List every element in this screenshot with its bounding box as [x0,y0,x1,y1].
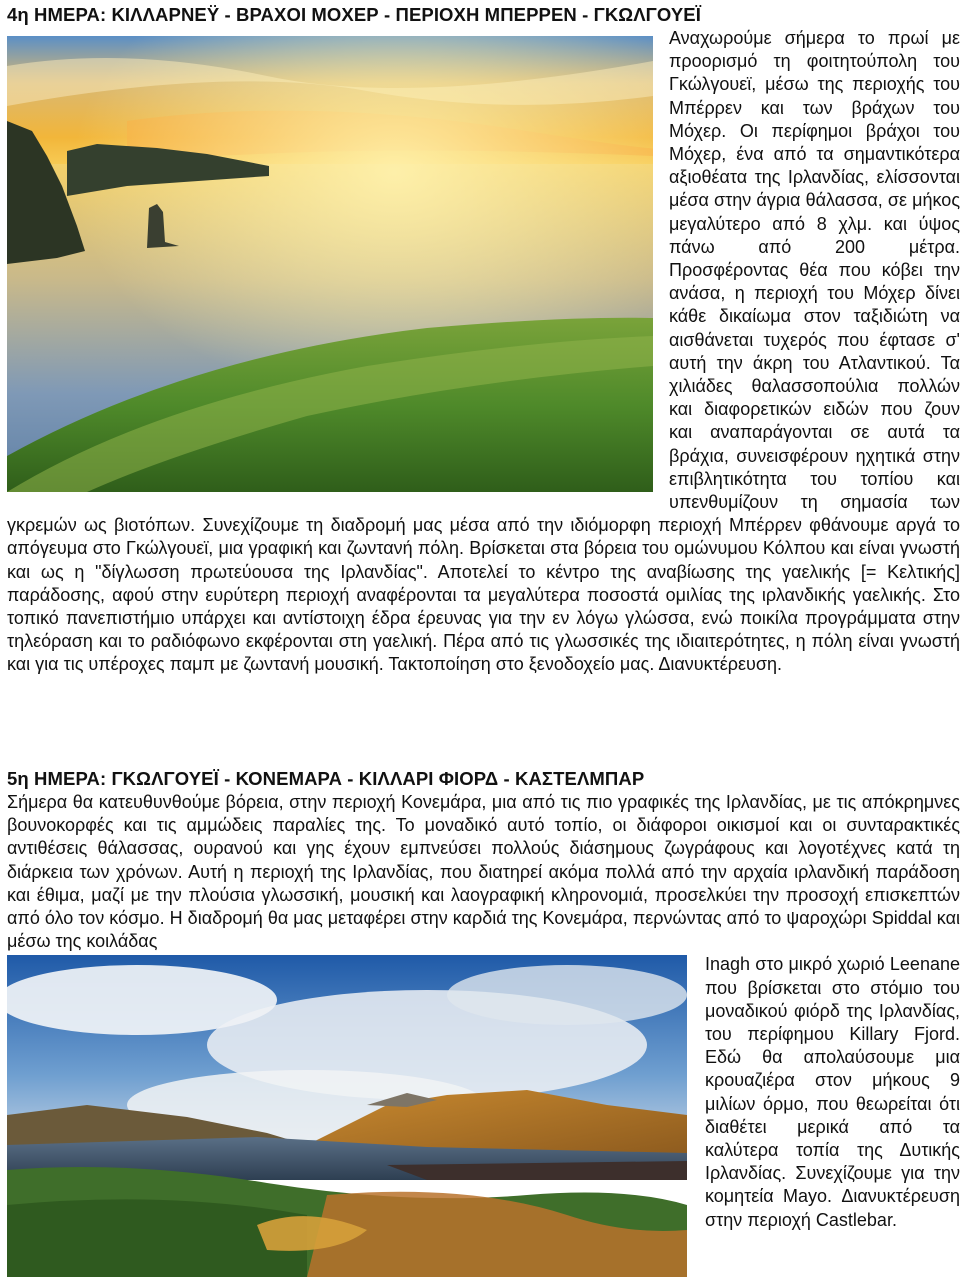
day-4-text: Αναχωρούμε σήμερα το πρωί με προορισμό τη φοιτητούπολη του Γκώλγουεϊ, μέσω της περιοχής του Μπέρρεν και των βράχων του Μόχερ. Οι περίφημοι βράχοι του Μόχερ, ένα από τα σημαντικότερα αξιοθέατα της Ιρλανδίας, ελίσσονται μέσα στην άγρια θάλασσα, σε μήκος μεγαλύτερο από 8 χλμ. και ύψος πάνω από 200 μέτρα. Προσφέροντας θέα που κόβει την ανάσα, η περιοχή του Μόχερ δίνει κάθε δικαίωμα στον ταξιδιώτη να αισθάνεται τυχερός που έφτασε σ' αυτή την άκρη του Ατλαντικού. Τα χιλιάδες θαλασσοπούλια πολλών και διαφορετικών ειδών που ζουν και αναπαράγονται σε αυτά τα βράχια, συνεισφέρουν ηχητικά στην επιβλητικότητα του τοπίου και υπενθυμίζουν τη σημασία των γκρεμών ως βιοτόπων. Συνεχίζουμε τη διαδρομή μας μέσα από την ιδιόμορφη περιοχή Μπέρρεν φθάνουμε αργά το απόγευμα στο Γκώλγουεϊ, μια γραφική και ζωντανή πόλη. Βρίσκεται στα βόρεια του ομώνυμου Κόλπου και είναι γνωστή και ως η "δίγλωσση πρωτεύουσα της Ιρλανδίας". Αποτελεί το κέντρο της αναβίωσης της γαελικής [= Κελτικής] παράδοσης, αφού στην ευρύτερη περιοχή αναφέρονται τα μεγαλύτερα ποσοστά ομιλίας της ιρλανδικής γαελικής. Στο τοπικό πανεπιστήμιο υπάρχει και αντίστοιχη έδρα έρευνας για την εν λόγω γλώσσα, ενώ ποικίλα προγράμματα στην τηλεόραση και το ραδιόφωνο εκφέρονται στη γαελική. Πέρα από τις γλωσσικές της ιδιαιτερότητες, η πόλη είναι γνωστή και για τις υπέροχες παμπ με ζωντανή μουσική. Τακτοποίηση στο ξενοδοχείο μας. Διανυκτέρευση. [7,28,960,675]
day-5-text: Inagh στο μικρό χωριό Leenane που βρίσκεται στο στόμιο του μοναδικού φιόρδ της Ιρλανδίας, του περίφημου Killary Fjord. Εδώ θα απολαύσουμε μια κρουαζιέρα στον μήκους 9 μιλίων όρμο, που θεωρείται ότι διαθέτει μερικά από τα καλύτερα τοπία της Δυτικής Ιρλανδίας. Συνεχίζουμε για την κομητεία Mayo. Διανυκτέρευση στην περιοχή Castlebar. [705,954,960,1230]
day-5-section [7,767,960,1277]
day-5-intro-text: Σήμερα θα κατευθυνθούμε βόρεια, στην περιοχή Κονεμάρα, μια από τις πιο γραφικές της Ιρλανδίας, με τις απόκρημνες βουνοκορφές και τις αμμώδεις παραλίες της. Το μοναδικό αυτό τοπίο, οι διάφοροι οικισμοί και οι συνταρακτικές αντιθέσεις θάλασσας, ουρανού και γης έχουν εμπνεύσει πολλούς διάσημους ζωγράφους και λογοτέχνες κατά τη διάρκεια των χρόνων. Αυτή η περιοχή της Ιρλανδίας, που διατηρεί ακόμα πολλά από την αρχαία ιρλανδική παράδοση και έθιμα, μαζί με την πλούσια γλωσσική, μουσική και λαογραφική κληρονομιά, προσελκύει την προσοχή επισκεπτών από όλο τον κόσμο. Η διαδρομή θα μας μεταφέρει στην καρδιά της Κονεμάρα, περνώντας από το ψαροχώρι Spiddal και μέσω της κοιλάδας [7,792,960,952]
day-5-title: 5η ΗΜΕΡΑ: ΓΚΩΛΓΟΥΕΪ - ΚΟΝΕΜΑΡΑ - ΚΙΛΛΑΡΙ ΦΙΟΡΔ - ΚΑΣΤΕΛΜΠΑΡ [7,768,645,789]
day-4-section [7,3,960,677]
killary-fjord-photo [7,955,687,1277]
day-4-title: 4η ΗΜΕΡΑ: ΚΙΛΛΑΡΝΕΫ - ΒΡΑΧΟΙ ΜΟΧΕΡ - ΠΕΡΙΟΧΗ ΜΠΕΡΡΕΝ - ΓΚΩΛΓΟΥΕΪ [7,4,701,25]
cliffs-of-moher-photo [7,36,653,492]
